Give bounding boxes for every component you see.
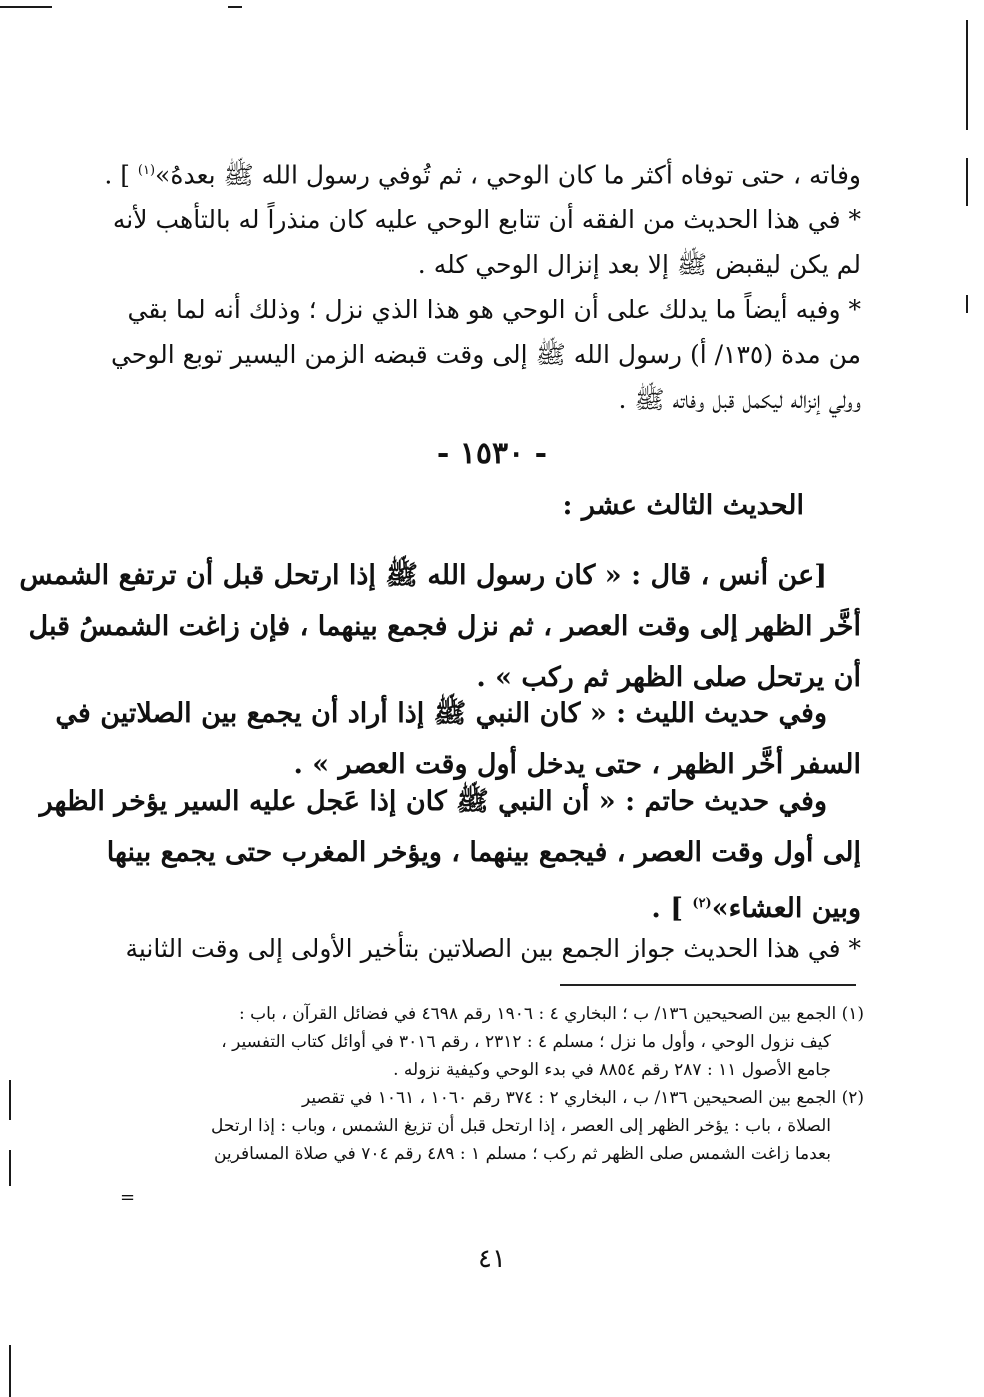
footnote-separator	[560, 984, 856, 986]
para1-line	[104, 148, 861, 197]
footnote-2-line-3: بعدما زاغت الشمس صلى الظهر ثم ركب ؛ مسلم ١ : ٤٨٩ رقم ٧٠٤ في صلاة المسافرين	[213, 1144, 831, 1164]
para1-tail: ] .	[104, 160, 138, 190]
commentary-paragraph	[125, 926, 861, 971]
footnote-2-line-1: (٢) الجمع بين الصحيحين ١٣٦/ ب ، البخاري ٢ : ٣٧٤ رقم ١٠٦٠ ، ١٠٦١ في تقصير	[302, 1088, 864, 1108]
hadith-p3-line-2: إلى أول وقت العصر ، فيجمع بينهما ، ويؤخر المغرب حتى يجمع بينها	[106, 837, 861, 868]
hadith-p1-line-3: أن يرتحل صلى الظهر ثم ركب » .	[476, 662, 861, 693]
footnote-continuation-mark: =	[120, 1187, 136, 1208]
hadith-p3-tail: ] .	[651, 893, 693, 924]
footnotes	[136, 1000, 864, 1168]
para1-text: وفاته ، حتى توفاه أكثر ما كان الوحي ، ثم تُوفي رسول الله ﷺ بعدهُ»	[155, 160, 861, 190]
page-number: ٤١	[478, 1244, 506, 1274]
para3-line-3: وولي إنزاله ليكمل قبل وفاته ﷺ .	[618, 385, 861, 415]
top-body-text	[104, 148, 861, 422]
footnote-2-line-2: الصلاة ، باب : يؤخر الظهر إلى العصر ، إذا ارتحل قبل أن تزيغ الشمس ، وباب : إذا ارتحل	[211, 1116, 831, 1136]
scan-mark-left-edge-2	[9, 1150, 11, 1186]
scan-mark-right-edge-2	[966, 158, 968, 206]
para3-line-2: من مدة (١٣٥/ أ) رسول الله ﷺ إلى وقت قبضه الزمن اليسير توبع الوحي	[110, 340, 861, 370]
footnote-1-line-3: جامع الأصول ١١ : ٢٨٧ رقم ٨٨٥٤ في بدء الوحي وكيفية نزوله .	[393, 1060, 831, 1080]
hadith-paragraph-3	[39, 776, 861, 934]
para3-line-1: * وفيه أيضاً ما يدلك على أن الوحي هو هذا الذي نزل ؛ وذلك أنه لما بقي	[127, 295, 861, 325]
footnote-ref-1[interactable]: (١)	[137, 163, 156, 178]
footnote-1-line-1: (١) الجمع بين الصحيحين ١٣٦/ ب ؛ البخاري ٤ : ١٩٠٦ رقم ٤٦٩٨ في فضائل القرآن ، باب :	[238, 1004, 864, 1024]
hadith-paragraph-2	[55, 688, 861, 790]
para2-line-2: لم يكن ليقبض ﷺ إلا بعد إنزال الوحي كله .	[417, 250, 861, 280]
hadith-p3-last: وبين العشاء»	[711, 893, 861, 924]
footnote-1-line-2: كيف نزول الوحي ، وأول ما نزل ؛ مسلم ٤ : ٢٣١٢ ، رقم ٣٠١٦ في أوائل كتاب التفسير ،	[221, 1032, 831, 1052]
hadith-paragraph-1	[19, 550, 861, 703]
footnote-ref-2[interactable]: (٢)	[692, 896, 712, 911]
hadith-p1-line-2: أخَّر الظهر إلى وقت العصر ، ثم نزل فجمع بينهما ، فإن زاغت الشمسُ قبل	[28, 611, 861, 642]
para2-line-1: * في هذا الحديث من الفقه أن تتابع الوحي عليه كان منذراً له بالتأهب لأنه	[112, 205, 861, 235]
hadith-p3-line-1: وفي حديث حاتم : « أن النبي ﷺ كان إذا عَجل عليه السير يؤخر الظهر	[39, 786, 827, 817]
hadith-p1-line-1: [عن أنس ، قال : « كان رسول الله ﷺ إذا ارتحل قبل أن ترتفع الشمس	[19, 560, 827, 591]
hadith-number-heading: - ١٥٣٠ -	[436, 436, 548, 471]
scan-mark-right-edge-1	[966, 20, 968, 130]
section-title: الحديث الثالث عشر :	[562, 490, 804, 521]
scan-mark-left-edge-1	[9, 1080, 11, 1120]
scan-mark-top-left	[0, 6, 52, 8]
hadith-p2-line-2: السفر أخَّر الظهر ، حتى يدخل أول وقت العصر » .	[293, 749, 861, 780]
scan-mark-top-center	[228, 6, 242, 8]
hadith-p2-line-1: وفي حديث الليث : « كان النبي ﷺ إذا أراد أن يجمع بين الصلاتين في	[55, 698, 827, 729]
commentary-line-1: * في هذا الحديث جواز الجمع بين الصلاتين بتأخير الأولى إلى وقت الثانية	[125, 934, 861, 963]
scan-mark-left-edge-3	[9, 1345, 11, 1397]
scan-mark-right-edge-3	[966, 295, 968, 313]
